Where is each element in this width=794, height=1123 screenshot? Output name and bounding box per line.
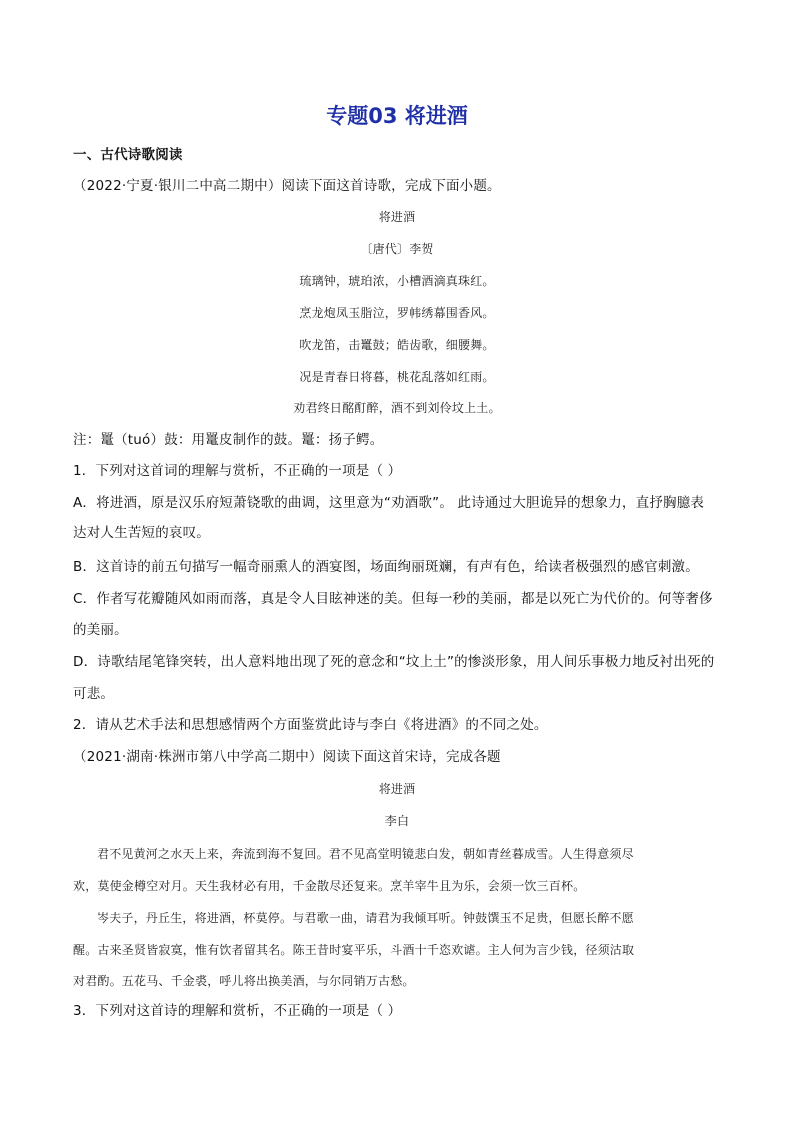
note-line: 注：鼍（tuó）鼓：用鼍皮制作的鼓。鼍：扬子鳄。 <box>73 432 384 448</box>
question-2: 2．请从艺术手法和思想感情两个方面鉴赏此诗与李白《将进酒》的不同之处。 <box>73 717 548 733</box>
option-a-cont: 达对人生苦短的哀叹。 <box>73 525 210 541</box>
poem1-line: 烹龙炮凤玉脂泣，罗帏绣幕围香风。 <box>299 306 495 320</box>
poem2-paragraph: 醒。古来圣贤皆寂寞，惟有饮者留其名。陈王昔时宴平乐，斗酒十千恣欢谑。主人何为言少钱，径须沽取 <box>73 943 635 957</box>
poem2-paragraph: 欢，莫使金樽空对月。天生我材必有用，千金散尽还复来。烹羊宰牛且为乐，会须一饮三百杯。 <box>73 879 586 893</box>
poem2-title: 将进酒 <box>378 782 416 796</box>
source-line-2: （2021·湖南·株洲市第八中学高二期中）阅读下面这首宋诗，完成各题 <box>73 749 501 765</box>
poem2-author: 李白 <box>384 814 410 828</box>
poem1-author: 〔唐代〕李贺 <box>360 242 434 256</box>
source-line-1: （2022·宁夏·银川二中高二期中）阅读下面这首诗歌，完成下面小题。 <box>73 178 501 194</box>
option-a: A．将进酒，原是汉乐府短萧铙歌的曲调，这里意为“劝酒歌”。 此诗通过大胆诡异的想象力，直抒胸臆表 <box>73 495 705 511</box>
option-d: D．诗歌结尾笔锋突转，出人意料地出现了死的意念和“坟上土”的惨淡形象，用人间乐事极力地反衬出死的 <box>73 654 715 670</box>
poem2-paragraph: 岑夫子，丹丘生，将进酒，杯莫停。与君歌一曲，请君为我倾耳听。钟鼓馔玉不足贵，但愿长醉不愿 <box>97 911 634 925</box>
poem1-title: 将进酒 <box>378 210 416 224</box>
poem1-line: 况是青春日将暮，桃花乱落如红雨。 <box>299 370 495 384</box>
option-b: B．这首诗的前五句描写一幅奇丽熏人的酒宴图，场面绚丽斑斓，有声有色，给读者极强烈的感官刺激。 <box>73 559 699 575</box>
option-d-cont: 可悲。 <box>73 686 115 702</box>
poem1-line: 吹龙笛，击鼍鼓；皓齿歌，细腰舞。 <box>299 338 495 352</box>
poem2-paragraph: 对君酌。五花马、千金裘，呼儿将出换美酒，与尔同销万古愁。 <box>73 974 415 988</box>
page-title: 专题03 将进酒 <box>326 104 468 128</box>
section-heading: 一、古代诗歌阅读 <box>73 147 183 163</box>
poem1-line: 劝君终日酩酊醉，酒不到刘伶坟上土。 <box>293 401 501 415</box>
option-c-cont: 的美丽。 <box>73 622 128 638</box>
question-3: 3．下列对这首诗的理解和赏析，不正确的一项是（ ） <box>73 1003 402 1019</box>
poem1-line: 琉璃钟，琥珀浓，小槽酒滴真珠红。 <box>299 274 495 288</box>
poem2-paragraph: 君不见黄河之水天上来，奔流到海不复回。君不见高堂明镜悲白发，朝如青丝暮成雪。人生得意须尽 <box>97 847 634 861</box>
question-1: 1．下列对这首词的理解与赏析，不正确的一项是（ ） <box>73 463 402 479</box>
option-c: C．作者写花瓣随风如雨而落，真是令人目眩神迷的美。但每一秒的美丽，都是以死亡为代价的。何等奢侈 <box>73 591 713 607</box>
